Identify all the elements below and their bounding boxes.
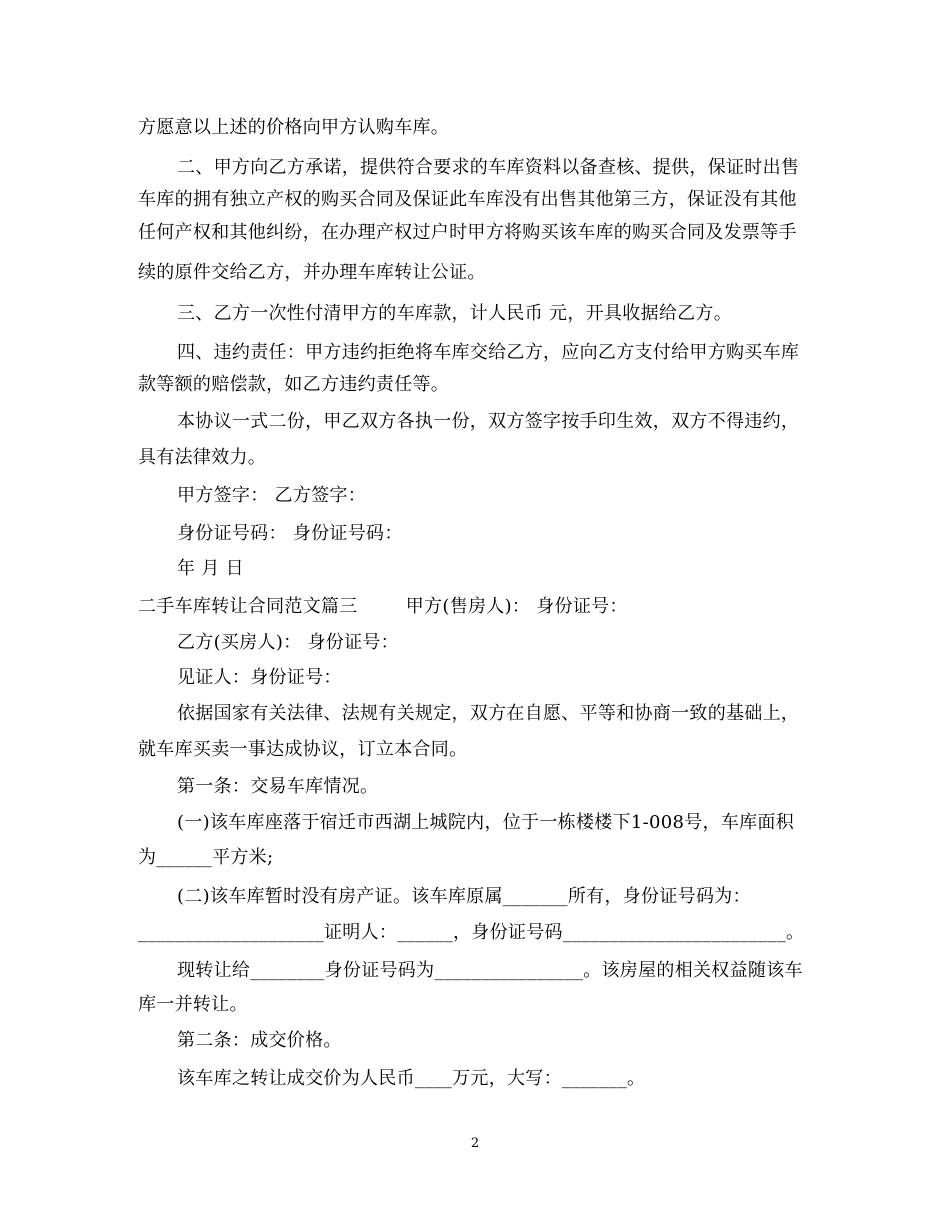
text-line: 续的原件交给乙方，并办理车库转让公证。 [138, 262, 486, 283]
signature-labels: 甲方签字： 乙方签字： [177, 485, 367, 506]
text-line: 见证人：身份证号： [177, 667, 342, 688]
text-line: 乙方(买房人)： 身份证号： [177, 632, 399, 653]
text-line: 方愿意以上述的价格向甲方认购车库。 [138, 117, 450, 138]
date-line: 年 月 日 [177, 558, 244, 579]
text-line: 具有法律效力。 [138, 447, 267, 468]
text-line: 车库的拥有独立产权的购买合同及保证此车库没有出售其他第三方，保证没有其他 [138, 189, 797, 210]
text-line: (二)该车库暂时没有房产证。该车库原属_______所有，身份证号码为： [177, 886, 751, 907]
id-number-labels: 身份证号码： 身份证号码： [177, 523, 403, 544]
text-line: 就车库买卖一事达成协议，订立本合同。 [138, 739, 468, 760]
page-number: 2 [470, 1136, 480, 1151]
text-line: 本协议一式二份，甲乙双方各执一份，双方签字按手印生效，双方不得违约， [177, 411, 800, 432]
text-line: 款等额的赔偿款，如乙方违约责任等。 [138, 374, 450, 395]
text-line: 现转让给________身份证号码为________________。该房屋的相关权益随该车 [177, 960, 803, 981]
text-line: 四、违约责任：甲方违约拒绝将车库交给乙方，应向乙方支付给甲方购买车库 [177, 342, 800, 363]
text-line: 为______平方米; [138, 847, 274, 868]
text-line: 依据国家有关法律、法规有关规定，双方在自愿、平等和协商一致的基础上， [177, 703, 800, 724]
section-heading: 二手车库转让合同范文篇三 甲方(售房人)： 身份证号： [138, 596, 628, 617]
text-line: 任何产权和其他纠纷，在办理产权过户时甲方将购买该车库的购买合同及发票等手 [138, 222, 797, 243]
article-heading: 第一条：交易车库情况。 [177, 776, 379, 797]
text-line: 库一并转让。 [138, 994, 248, 1015]
text-line: (一)该车库座落于宿迁市西湖上城院内，位于一栋楼楼下1-008号，车库面积 [177, 812, 795, 833]
text-line: 该车库之转让成交价为人民币____万元，大写：_______。 [177, 1068, 646, 1089]
text-line: ____________________证明人：______，身份证号码________________________。 [138, 922, 805, 943]
text-line: 二、甲方向乙方承诺，提供符合要求的车库资料以备查核、提供，保证时出售 [177, 157, 800, 178]
text-line: 三、乙方一次性付清甲方的车库款，计人民币 元，开具收据给乙方。 [177, 303, 733, 324]
article-heading: 第二条：成交价格。 [177, 1030, 342, 1051]
